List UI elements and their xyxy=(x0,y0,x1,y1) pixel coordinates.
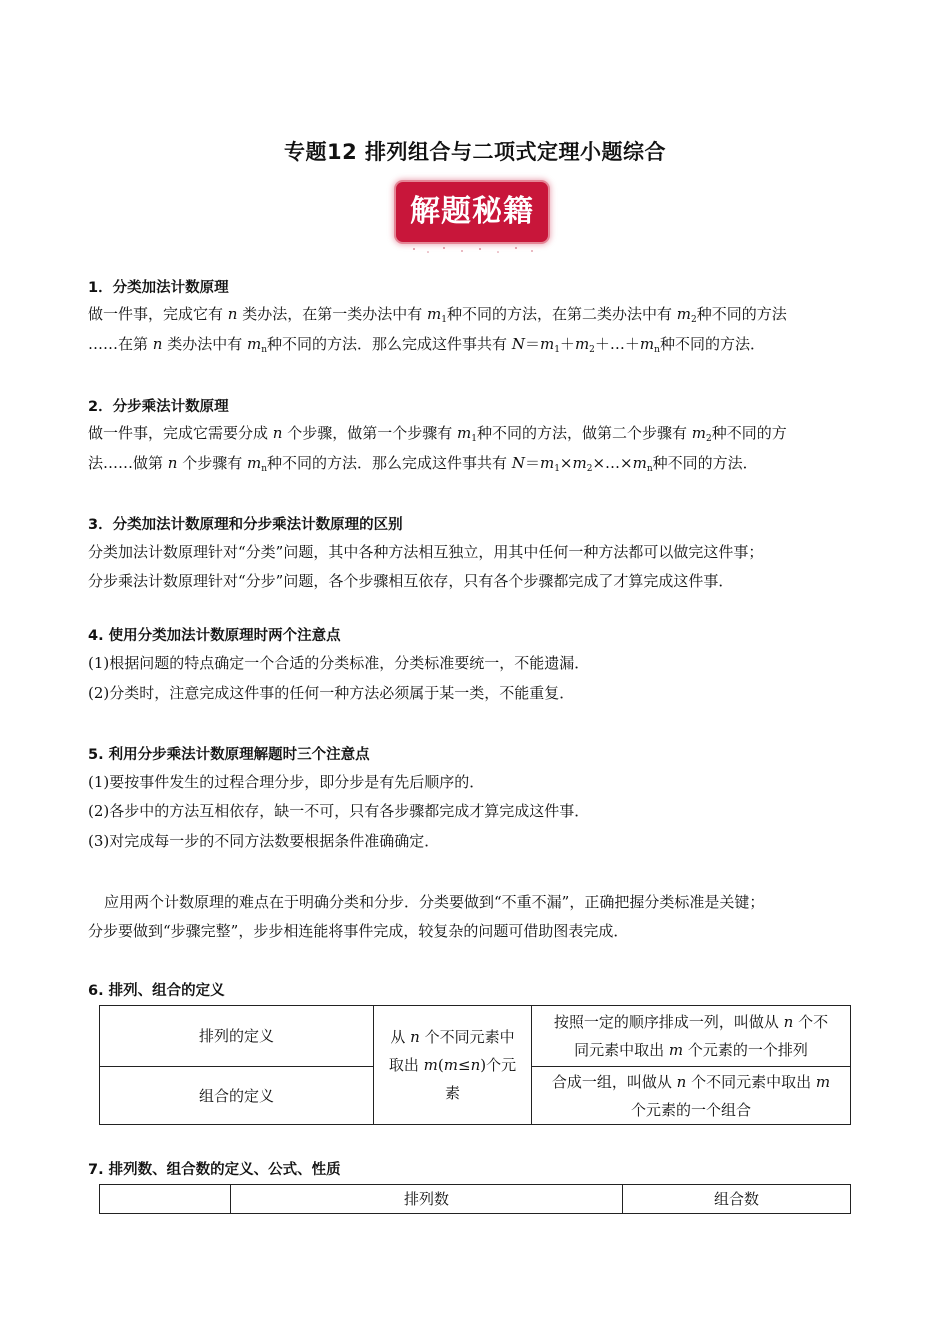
note-line-2: 分步要做到“步骤完整”，步步相连能将事件完成，较复杂的问题可借助图表完成． xyxy=(88,922,629,940)
perm-label-cell: 排列的定义 xyxy=(100,1006,374,1067)
section-1-heading: 1．分类加法计数原理 xyxy=(88,280,229,296)
formula-table-header-comb: 组合数 xyxy=(623,1185,851,1214)
definition-table xyxy=(99,1005,851,1125)
comb-label-cell: 组合的定义 xyxy=(100,1067,374,1125)
page-title: 专题12 排列组合与二项式定理小题综合 xyxy=(283,140,667,164)
section-4-heading: 4. 使用分类加法计数原理时两个注意点 xyxy=(88,628,341,644)
section-1-line-1: 做一件事，完成它有 n 类办法，在第一类办法中有 $m_1$种不同的方法，在第二类办法中有 $m_2$种不同的方法 xyxy=(88,305,787,325)
section-5-line-3: (3)对完成每一步的不同方法数要根据条件准确确定． xyxy=(88,832,440,850)
section-5-line-2: (2)各步中的方法互相依存，缺一不可，只有各步骤都完成才算完成这件事． xyxy=(88,802,590,820)
section-3-heading: 3．分类加法计数原理和分步乘法计数原理的区别 xyxy=(88,517,403,533)
note-line-1: 应用两个计数原理的难点在于明确分类和分步．分类要做到“不重不漏”，正确把握分类标准是关键； xyxy=(104,893,765,911)
section-3-line-2: 分步乘法计数原理针对“分步”问题，各个步骤相互依存，只有各个步骤都完成了才算完成这件事． xyxy=(88,572,734,590)
section-7-heading: 7. 排列数、组合数的定义、公式、性质 xyxy=(88,1162,341,1178)
section-3-line-1: 分类加法计数原理针对“分类”问题，其中各种方法相互独立，用其中任何一种方法都可以做完这件事； xyxy=(88,543,764,561)
section-stamp xyxy=(396,182,548,242)
section-2-line-2: 法……做第 n 个步骤有 $m_n$种不同的方法．那么完成这件事共有 $N=m_1\times m_2\times\dots\times m_n$种不同的方法． xyxy=(88,454,758,474)
section-4-line-1: (1)根据问题的特点确定一个合适的分类标准，分类标准要统一，不能遗漏． xyxy=(88,654,590,672)
formula-table-header-perm: 排列数 xyxy=(231,1185,623,1214)
shared-definition-cell: 从 n 个不同元素中 取出 m(m≤n)个元 素 xyxy=(374,1006,532,1125)
section-5-heading: 5. 利用分步乘法计数原理解题时三个注意点 xyxy=(88,747,370,763)
stamp-decoration xyxy=(404,246,544,256)
section-1-line-2: ……在第 n 类办法中有 $m_n$种不同的方法．那么完成这件事共有 $N=m_1+m_2+\dots+m_n$种不同的方法． xyxy=(88,335,765,355)
stamp-label: 解题秘籍 xyxy=(410,194,534,229)
section-2-heading: 2．分步乘法计数原理 xyxy=(88,399,229,415)
formula-table xyxy=(99,1184,851,1214)
section-4-line-2: (2)分类时，注意完成这件事的任何一种方法必须属于某一类，不能重复． xyxy=(88,684,575,702)
comb-definition-cell: 合成一组，叫做从 n 个不同元素中取出 m 个元素的一个组合 xyxy=(532,1067,851,1125)
formula-table-header-blank xyxy=(100,1185,231,1214)
section-2-line-1: 做一件事，完成它需要分成 n 个步骤，做第一个步骤有 $m_1$种不同的方法，做第二个步骤有 $m_2$种不同的方 xyxy=(88,424,787,444)
section-6-heading: 6. 排列、组合的定义 xyxy=(88,983,225,999)
perm-definition-cell: 按照一定的顺序排成一列，叫做从 n 个不 同元素中取出 m 个元素的一个排列 xyxy=(532,1006,851,1067)
section-5-line-1: (1)要按事件发生的过程合理分步，即分步是有先后顺序的． xyxy=(88,773,485,791)
